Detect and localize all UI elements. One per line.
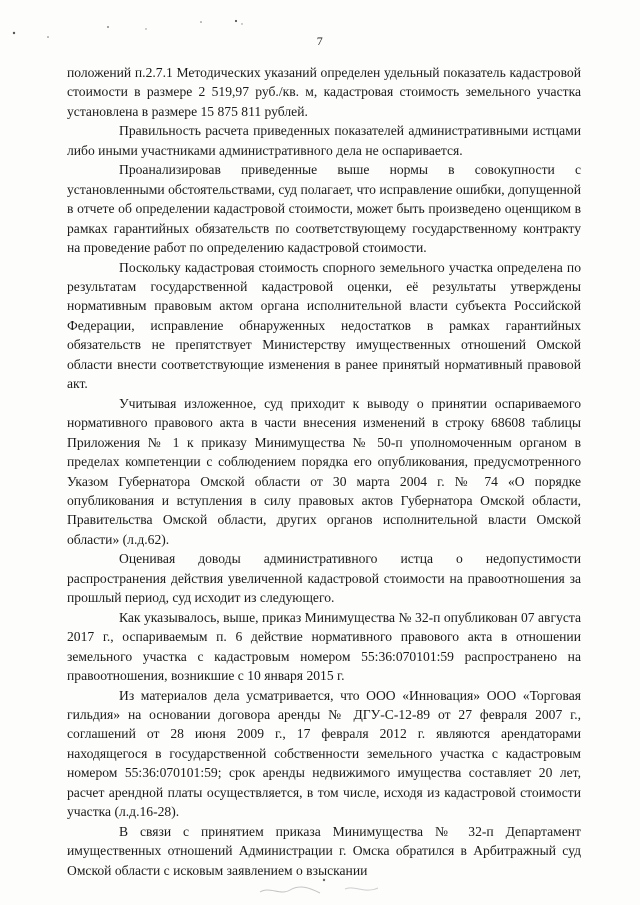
- paragraph: Учитывая изложенное, суд приходит к выводу о принятии оспариваемого нормативного правового акта в части внесения изменений в строку 68608 таблицы Приложения № 1 к приказу Минимущества № 50-п уполномоченным органом в пределах компетенции с соблюдением порядка его опубликования, предусмотренного Указом Губернатора Омской области от 30 марта 2004 г. № 74 «О порядке опубликования и вступления в силу правовых актов Губернатора Омской области, Правительства Омской области, других органов исполнительной власти Омской области» (л.д.62).: [67, 395, 581, 547]
- paragraph: положений п.2.7.1 Методических указаний определен удельный показатель кадастровой стоимости в размере 2 519,97 руб./кв. м, кадастровая стоимость земельного участка установлена в размере 15 875 811 рублей.: [67, 65, 581, 119]
- page-number: 7: [316, 34, 324, 48]
- paragraph: Из материалов дела усматривается, что ООО «Инновация» ООО «Торговая гильдия» на основании договора аренды № ДГУ-С-12-89 от 27 февраля 2007 г., соглашений от 28 июня 2009 г., 17 февраля 2012 г. являются арендаторами находящегося в государственной собственности земельного участка с кадастровым номером 55:36:070101:59; срок аренды недвижимого имущества составляет 20 лет, расчет арендной платы осуществляется, в том числе, исходя из кадастровой стоимости участка (л.д.16-28).: [67, 687, 581, 820]
- paragraph: Оценивая доводы административного истца о недопустимости распространения действия увеличенной кадастровой стоимости на правоотношения за прошлый период, суд исходит из следующего.: [67, 551, 581, 606]
- paragraph: В связи с принятием приказа Минимущества № 32-п Департамент имущественных отношений Администрации г. Омска обратился в Арбитражный суд Омской области с исковым заявлением о взыскании: [67, 823, 581, 878]
- paragraph: Правильность расчета приведенных показателей административными истцами либо иными участниками административного дела не оспаривается.: [67, 123, 581, 158]
- paragraph: Поскольку кадастровая стоимость спорного земельного участка определена по результатам государственной кадастровой оценки, её результаты утверждены нормативным правовым актом органа исполнительной власти субъекта Российской Федерации, исправление обнаруженных недостатков в рамках гарантийных обязательств не препятствует Министерству имущественных отношений Омской области внести соответствующие изменения в ранее принятый нормативный правовой акт.: [67, 259, 581, 392]
- document-body: [67, 63, 581, 880]
- paragraph: Проанализировав приведенные выше нормы в совокупности с установленными обстоятельствами, суд полагает, что исправление ошибки, допущенной в отчете об определении кадастровой стоимости, может быть произведено оценщиком в рамках гарантийных обязательств по соответствующему государственному контракту на проведение работ по определению кадастровой стоимости.: [67, 162, 581, 256]
- paragraph: Как указывалось, выше, приказ Минимущества № 32-п опубликован 07 августа 2017 г., оспариваемым п. 6 действие нормативного правового акта в отношении земельного участка с кадастровым номером 55:36:070101:59 распространено на правоотношения, возникшие с 10 января 2015 г.: [67, 609, 581, 684]
- faint-stamp-mark: [250, 876, 400, 900]
